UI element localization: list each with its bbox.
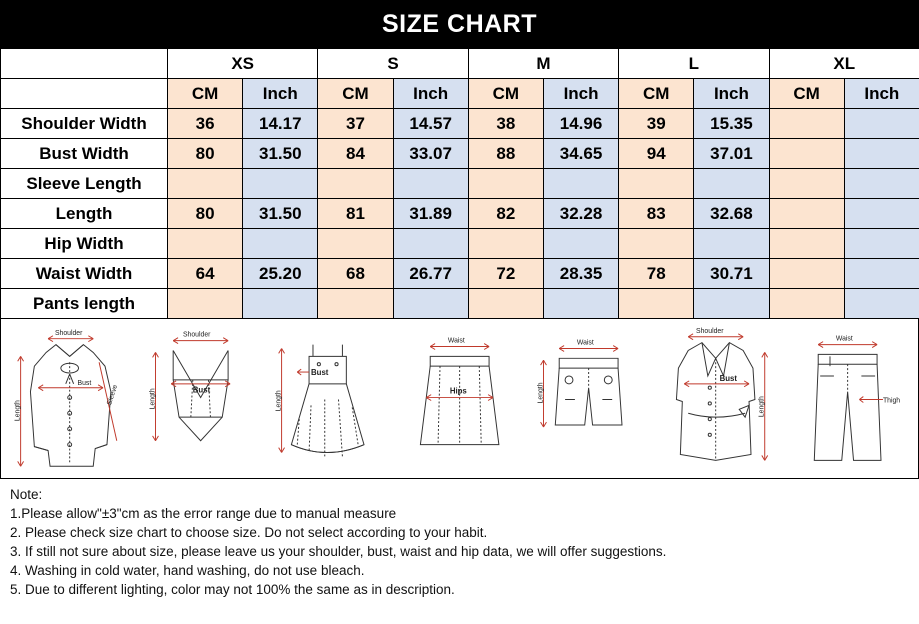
cell-length-xs-inch: 31.50 [243,199,318,229]
cell-waist-width-m-inch: 28.35 [543,259,618,289]
cell-sleeve-length-l-cm [619,169,694,199]
cell-bust-width-m-inch: 34.65 [543,139,618,169]
notes-heading: Note: [10,487,43,502]
note-line-3: 3. If still not sure about size, please leave us your shoulder, bust, waist and hip data, we will offer suggestions. [10,544,667,559]
size-header-m: M [468,49,618,79]
illustration-camisole [136,323,265,478]
cell-hip-width-l-cm [619,229,694,259]
unit-header-inch-s: Inch [393,79,468,109]
illus-label: Bust [77,379,92,387]
illustration-coat [653,323,782,478]
cell-pants-length-l-inch [694,289,769,319]
unit-header-inch-l: Inch [694,79,769,109]
cell-waist-width-l-cm: 78 [619,259,694,289]
row-label-bust-width: Bust Width [1,139,168,169]
illus-label: Shoulder [183,331,211,339]
cell-sleeve-length-xs-cm [168,169,243,199]
illus-label: Shoulder [54,329,83,337]
cell-sleeve-length-s-cm [318,169,393,199]
table-row [1,229,919,259]
cell-bust-width-xs-cm: 80 [168,139,243,169]
cell-waist-width-m-cm: 72 [468,259,543,289]
cell-shoulder-width-xs-cm: 36 [168,109,243,139]
cell-hip-width-s-inch [393,229,468,259]
illustration-skirt [395,323,524,478]
illus-label: Bust [720,373,738,383]
table-header-units [1,79,919,109]
cell-length-m-inch: 32.28 [543,199,618,229]
cell-bust-width-l-inch: 37.01 [694,139,769,169]
illustration-dress [266,323,395,478]
cell-sleeve-length-l-inch [694,169,769,199]
unit-header-inch-xs: Inch [243,79,318,109]
unit-header-cm-xs: CM [168,79,243,109]
cell-sleeve-length-xs-inch [243,169,318,199]
note-line-1: 1.Please allow"±3"cm as the error range due to manual measure [10,506,397,521]
unit-header-inch-xl: Inch [844,79,919,109]
cell-sleeve-length-m-cm [468,169,543,199]
cell-shoulder-width-m-cm: 38 [468,109,543,139]
table-row [1,259,919,289]
unit-header-cm-m: CM [468,79,543,109]
cell-length-xl-inch [844,199,919,229]
unit-header-cm-xl: CM [769,79,844,109]
cell-bust-width-s-inch: 33.07 [393,139,468,169]
illus-label: Waist [835,335,853,343]
size-header-s: S [318,49,468,79]
table-row [1,199,919,229]
size-chart-table [0,48,919,319]
page-title-bar [0,0,919,48]
cell-sleeve-length-xl-cm [769,169,844,199]
cell-length-l-inch: 32.68 [694,199,769,229]
cell-pants-length-xl-inch [844,289,919,319]
table-header-sizes [1,49,919,79]
cell-length-l-cm: 83 [619,199,694,229]
cell-waist-width-s-cm: 68 [318,259,393,289]
cell-pants-length-xs-inch [243,289,318,319]
cell-hip-width-m-cm [468,229,543,259]
illustration-shorts [524,323,653,478]
notes-section [0,479,919,599]
table-row [1,169,919,199]
unit-header-inch-m: Inch [543,79,618,109]
row-label-shoulder-width: Shoulder Width [1,109,168,139]
illus-label: Hips [449,386,467,396]
row-label-pants-length: Pants length [1,289,168,319]
illus-label: Waist [576,339,594,347]
cell-hip-width-xl-inch [844,229,919,259]
size-header-xl: XL [769,49,919,79]
cell-waist-width-xs-inch: 25.20 [243,259,318,289]
cell-shoulder-width-xl-cm [769,109,844,139]
cell-pants-length-xs-cm [168,289,243,319]
cell-hip-width-xs-inch [243,229,318,259]
cell-pants-length-m-cm [468,289,543,319]
size-header-xs: XS [168,49,318,79]
size-header-l: L [619,49,769,79]
unit-corner-cell [1,79,168,109]
note-line-2: 2. Please check size chart to choose size. Do not select according to your habit. [10,525,488,540]
cell-sleeve-length-xl-inch [844,169,919,199]
measurement-illustrations [0,319,919,479]
illus-label: Length [149,388,157,410]
illus-label: Length [275,390,283,412]
cell-shoulder-width-m-inch: 14.96 [543,109,618,139]
cell-bust-width-xs-inch: 31.50 [243,139,318,169]
cell-waist-width-xl-inch [844,259,919,289]
cell-waist-width-xl-cm [769,259,844,289]
illus-label: Bust [193,385,211,395]
illus-label: Thigh [882,397,900,405]
cell-shoulder-width-xs-inch: 14.17 [243,109,318,139]
cell-hip-width-xl-cm [769,229,844,259]
page-title: SIZE CHART [382,9,537,38]
cell-sleeve-length-s-inch [393,169,468,199]
cell-length-m-cm: 82 [468,199,543,229]
cell-bust-width-m-cm: 88 [468,139,543,169]
illus-label: Waist [447,337,465,345]
cell-hip-width-m-inch [543,229,618,259]
cell-bust-width-s-cm: 84 [318,139,393,169]
cell-pants-length-xl-cm [769,289,844,319]
cell-bust-width-xl-cm [769,139,844,169]
note-line-4: 4. Washing in cold water, hand washing, do not use bleach. [10,563,365,578]
cell-pants-length-s-inch [393,289,468,319]
illustration-pants [783,323,912,478]
cell-length-s-cm: 81 [318,199,393,229]
cell-waist-width-l-inch: 30.71 [694,259,769,289]
note-line-5: 5. Due to different lighting, color may not 100% the same as in description. [10,582,455,597]
table-row [1,139,919,169]
cell-waist-width-s-inch: 26.77 [393,259,468,289]
cell-length-xl-cm [769,199,844,229]
cell-length-xs-cm: 80 [168,199,243,229]
cell-sleeve-length-m-inch [543,169,618,199]
unit-header-cm-s: CM [318,79,393,109]
row-label-waist-width: Waist Width [1,259,168,289]
table-row [1,109,919,139]
illus-label: Length [537,382,545,404]
illus-label: Length [759,396,767,418]
illus-label: Length [14,400,22,422]
cell-shoulder-width-s-inch: 14.57 [393,109,468,139]
cell-shoulder-width-s-cm: 37 [318,109,393,139]
illustration-blouse [7,323,136,478]
cell-shoulder-width-xl-inch [844,109,919,139]
cell-hip-width-s-cm [318,229,393,259]
illus-label: Sleeve [106,383,120,407]
corner-cell [1,49,168,79]
row-label-sleeve-length: Sleeve Length [1,169,168,199]
cell-shoulder-width-l-cm: 39 [619,109,694,139]
cell-hip-width-xs-cm [168,229,243,259]
cell-bust-width-xl-inch [844,139,919,169]
cell-bust-width-l-cm: 94 [619,139,694,169]
row-label-hip-width: Hip Width [1,229,168,259]
cell-shoulder-width-l-inch: 15.35 [694,109,769,139]
table-row [1,289,919,319]
cell-waist-width-xs-cm: 64 [168,259,243,289]
cell-hip-width-l-inch [694,229,769,259]
cell-pants-length-m-inch [543,289,618,319]
cell-length-s-inch: 31.89 [393,199,468,229]
illus-label: Shoulder [696,327,724,335]
cell-pants-length-s-cm [318,289,393,319]
illus-label: Bust [310,367,328,377]
row-label-length: Length [1,199,168,229]
unit-header-cm-l: CM [619,79,694,109]
cell-pants-length-l-cm [619,289,694,319]
